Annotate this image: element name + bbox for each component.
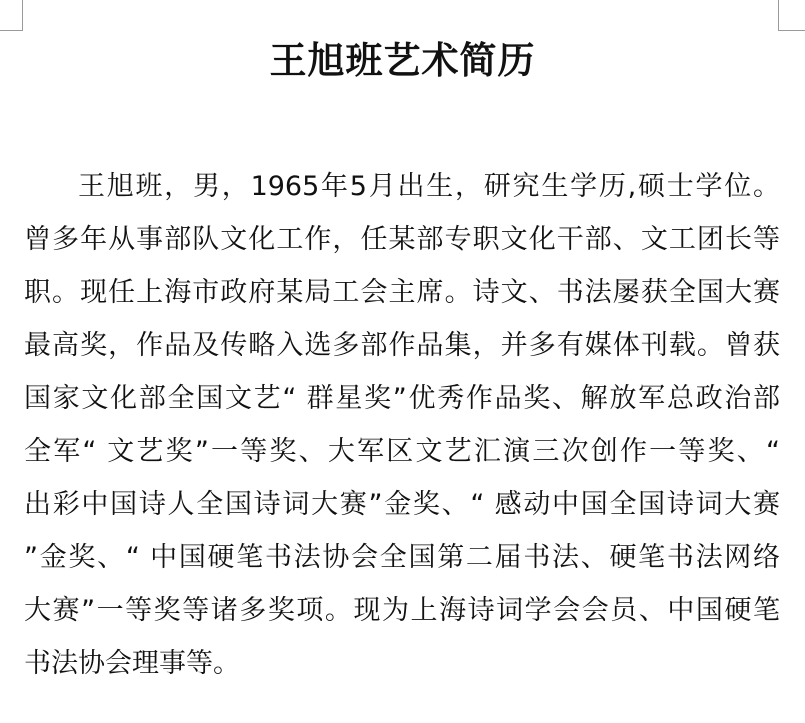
body-line: 书法协会理事等。 — [24, 648, 240, 679]
document-title: 王旭班艺术简历 — [269, 39, 536, 82]
crop-mark-top-right — [778, 0, 805, 31]
crop-mark-top-left — [0, 0, 23, 31]
document-body — [24, 160, 780, 690]
body-line: 国家文化部全国文艺“ 群星奖”优秀作品奖、解放军总政治部 — [24, 383, 780, 414]
body-line: 职。现任上海市政府某局工会主席。诗文、书法屡获全国大赛 — [24, 277, 780, 308]
body-line: 曾多年从事部队文化工作，任某部专职文化干部、文工团长等 — [24, 224, 780, 255]
body-line: 出彩中国诗人全国诗词大赛”金奖、“ 感动中国全国诗词大赛 — [24, 489, 780, 520]
body-line: 王旭班，男，1965年5月出生，研究生学历,硕士学位。 — [78, 171, 780, 202]
body-line: 大赛”一等奖等诸多奖项。现为上海诗词学会会员、中国硬笔 — [24, 595, 780, 626]
body-line: 全军“ 文艺奖”一等奖、大军区文艺汇演三次创作一等奖、“ — [24, 436, 780, 467]
body-line: ”金奖、“ 中国硬笔书法协会全国第二届书法、硬笔书法网络 — [24, 542, 780, 573]
body-line: 最高奖，作品及传略入选多部作品集，并多有媒体刊载。曾获 — [24, 330, 780, 361]
